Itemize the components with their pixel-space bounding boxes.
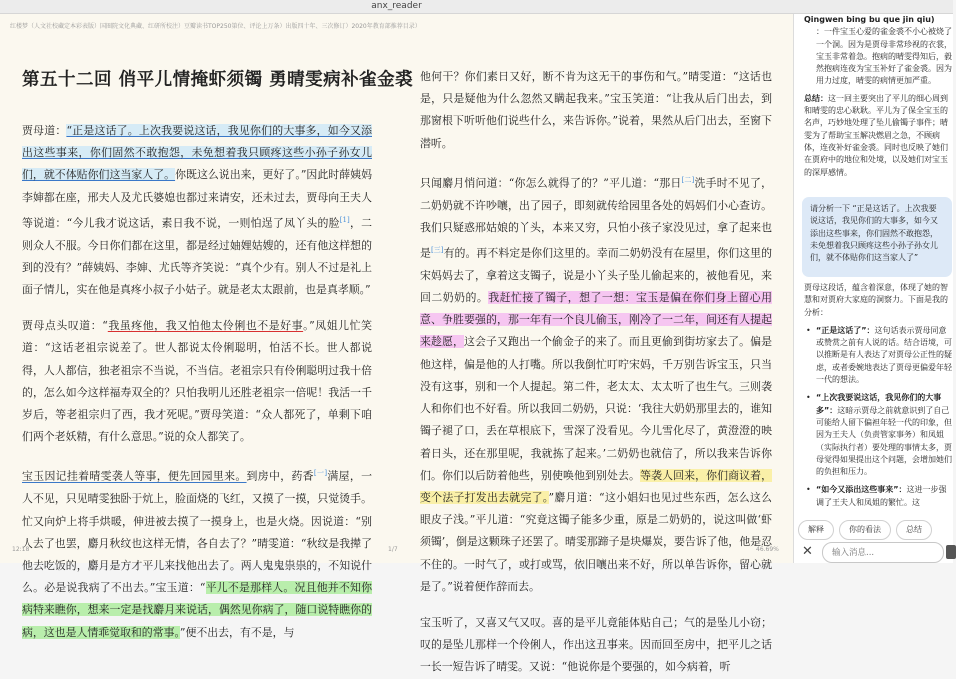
footnote-marker[interactable]: [三] — [430, 246, 444, 255]
title-bar — [0, 0, 953, 14]
user-message[interactable]: 请分析一下 “正是这话了。上次我要说这话，我见你们的大事多，如今又添出这些事来，你们固然不敢抱怨，未免想着我只顾疼这些小孙子孙女儿们，就不体贴你们这当家人了” — [802, 197, 952, 277]
footnote-marker[interactable]: [一] — [313, 469, 328, 478]
list-item — [804, 325, 952, 386]
paragraph[interactable]: 宝玉听了，又喜又气又叹。喜的是平儿竟能体贴自己；气的是坠儿小窃；叹的是坠儿那样一个伶俐人，作出这丑事来。因而回至房中，把平儿之话一长一短告诉了晴雯。又说：“他说你是个要强的，如今病着，听 — [420, 615, 772, 674]
summary-text: 这一回主要突出了平儿的细心周到和晴雯的忠心耿耿。平儿为了保全宝玉的名声，巧妙地处理了坠儿偷镯子事件；晴雯为了帮助宝玉解决燃眉之急，不顾病体，连夜补好雀金裘。同时也反映了她们在贾府中的地位和处境，以及她们对宝玉的深厚感情。 — [804, 93, 948, 177]
footnote-marker[interactable]: [1] — [339, 215, 350, 224]
paragraph[interactable] — [22, 462, 372, 643]
text-span: ”麝月道：“这小娼妇也见过些东西，怎么这么眼皮子浅。”平儿道：“究竟这镯子能多少重，原是二奶奶的，说这叫做‘虾须镯’，倒是这颗珠子还罢了。晴雯那蹄子是块爆炭，要告诉了他，他是忍不住的。一时气了，或打或骂，依旧嚷出来不好，所以单告诉你，留心就是了。”说着便作辞而去。 — [420, 490, 772, 593]
highlight-yellow[interactable]: 等袭人回来，你们商议着，变个法子打发出去就完了。 — [420, 468, 772, 504]
paragraph[interactable] — [420, 169, 772, 598]
book-header: 红楼梦（人文社校藏定本彩表版）国圈院文化典藏、红研所校注）豆瓣读书TOP250第位、评论上万条）出版四十年、三次修订）2020年教育部推荐目录） — [10, 23, 421, 30]
window-title: anx_reader — [371, 1, 422, 11]
underline-red[interactable]: 我虽疼他，我又怕他太伶俐也不是好事 — [107, 319, 304, 333]
ai-message[interactable] — [804, 14, 952, 179]
chapter-title: 第五十二回 俏平儿情掩虾须镯 勇晴雯病补雀金裘 — [22, 70, 414, 90]
text-span: 洗手时不见了，二奶奶就不许吵嚷，出了园子，即刻就传给园里各处的妈妈们小心查访。我们只疑惑邢姑娘的丫头，本来又穷，只怕小孩子家没见过，拿了起来也是 — [420, 176, 772, 260]
text-span: 这会子又跑出一个偷金子的来了。而且更偷到街坊家去了。偏是他这样，偏是他的人打嘴。所以我倒忙叮咛宋妈，千万别告诉宝玉，只当没有这事，别和一个人提起。第二件，老太太、太太听了也生气。三则袭人和你们也不好看。所以我回二奶奶，只说：‘我往大奶奶那里去的，谁知镯子褪了口，丢在草根底下，雪深了没看见。今儿雪化尽了，黄澄澄的映着日头，还在那里呢，我就拣了起来。’二奶奶也就信了，所以我来告诉你们。你们以后防着他些，别使唤他到别处去。 — [420, 335, 772, 482]
summarize-button[interactable]: 总结 — [896, 520, 932, 540]
ai-message[interactable] — [804, 282, 952, 518]
footnote-marker[interactable]: [二] — [681, 175, 695, 184]
text-span: 到房中，药香 — [246, 470, 314, 484]
your-view-button[interactable]: 你的看法 — [839, 520, 891, 540]
highlight-pink[interactable]: 我赶忙接了镯子，想了一想：宝玉是偏在你们身上留心用意、争胜要强的，那一年有一个良儿偷玉，刚冷了一二年，间还有人提起来趁愿， — [420, 291, 772, 349]
underline-blue[interactable]: 宝玉因记挂着晴雯袭人等事，便先回园里来。 — [22, 470, 247, 484]
chat-input-bar — [794, 542, 954, 563]
point-text: 这暗示贾母之前就意识到了自己可能给人留下偏袒年轻一代的印象，但因为王夫人（负责管家事务）和凤姐（实际执行者）要处理的事情太多，贾母觉得如果提出这个问题，会增加她们的负担和压力。 — [816, 405, 952, 477]
text-span: 你既这么说出来，更好了。”因此时薛姨妈李婶都在座，邢夫人及尤氏婆媳也都过来请安，还未过去，贾母向王夫人等说道：“今儿我才说这话，素日我不说，一则怕逞了凤丫头的脸 — [22, 168, 372, 230]
text-span: ”便不出去，有不是，与 — [179, 625, 295, 639]
list-item — [804, 484, 952, 509]
paragraph[interactable]: 他何干？你们素日又好，断不肯为这无干的事伤和气。”晴雯道：“这话也是，只是疑他为什么忽然又瞒起我来。”宝玉笑道：“让我从后门出去，到那窗根下听听他们说些什么，来告诉你。”说着，果然从后门出去，至窗下潜听。 — [420, 70, 772, 150]
text-span: 有的。再不料定是你们这里的。幸而二奶奶没有在屋里，你们这里的宋妈妈去了，拿着这支镯子，说是小丫头子坠儿偷起来的，被他看见，来回二奶奶的。 — [420, 246, 772, 305]
text-span: ，二则众人不服。今日你们都在这里，都是经过妯娌姑嫂的，还有他这样想的到的没有？”薛姨妈、李婶、尤氏等齐笑说：“真个少有。别人不过是礼上面子情儿，实在他是真疼小叔子小姑子。就是老太太跟前，也是真孝顺。” — [22, 216, 372, 297]
ai-message-body: ：一件宝玉心爱的雀金裘不小心被烧了一个洞。因为是贾母非常珍视的衣裳，宝玉非常着急。抱病的晴雯得知后，毅然抱病连夜为宝玉补好了雀金裘。因为用力过度，晴雯的病情更加严重。 — [816, 27, 952, 86]
point-label: “如今又添出这些事来”： — [816, 485, 907, 495]
point-label: “上次我要说这话，我见你们的大事多”： — [816, 393, 942, 415]
ai-message-summary — [804, 93, 952, 179]
paragraph[interactable] — [22, 120, 372, 301]
reader-pane[interactable] — [0, 14, 793, 674]
text-span: 贾母道： — [22, 124, 67, 137]
chat-input[interactable] — [822, 542, 944, 563]
close-icon[interactable]: ✕ — [802, 544, 813, 559]
footer-time: 12:18 — [12, 546, 30, 553]
point-label: “正是这话了”： — [816, 325, 875, 335]
text-span: 贾母点头叹道：“ — [22, 319, 108, 333]
left-page[interactable] — [22, 120, 372, 639]
highlight-green[interactable]: 平儿不是那样人。况且他并不知你病特来瞧你，想来一定是找麝月来说话，偶然见你病了，随口说特瞧你的病，这也是人情乖觉取和的常事。 — [22, 581, 372, 639]
footer-progress: 46.69% — [756, 546, 779, 553]
heading-text: Qingwen bing bu que jin qiu) — [804, 15, 935, 24]
list-item — [804, 392, 952, 478]
ai-message-heading — [804, 14, 952, 26]
ai-chat-panel[interactable] — [793, 14, 953, 563]
text-span: 。”凤姐儿忙笑道：“这话老祖宗说差了。世人都说太伶俐聪明，怕活不长。世人都说得，人人都信，独老祖宗不当说，不当信。老祖宗只有伶俐聪明过我十倍的，怎么如今这样福寿双全的？只怕我明儿还胜老祖宗一倍呢！我活一千岁后，等老祖宗归了西，我才死呢。”贾母笑道：“众人都死了，单剩下咱们两个老妖精，有什么意思。”说的众人都笑了。 — [22, 319, 372, 444]
send-icon[interactable] — [946, 545, 956, 559]
point-text: 这进一步强调了王夫人和凤姐的繁忙。这 — [816, 485, 947, 507]
point-text: 这句话表示贾母同意或赞赏之前有人说的话。结合语境，可以推断是有人表达了对贾母公正性的疑虑，或者委婉地表达了贾母更偏爱年轻一代的想法。 — [816, 325, 952, 385]
text-span: 满屋，一人不见，只见晴雯独卧于炕上，脸面烧的飞红，又摸了一摸，只觉烫手。忙又向炉上将手烘暖，伸进被去摸了一摸身上，也是火烧。因说道：“别人去了也罢，麝月秋纹也这样无情，各自去了？”晴雯道：“秋纹是我撵了他去吃饭的，麝月是方才平儿来找他出去了。两人鬼鬼祟祟的，不知说什么。必是说我病了不出去。”宝玉道：“ — [22, 470, 372, 595]
text-span: 只闻麝月悄问道：“你怎么就得了的？”平儿道：“那日 — [420, 176, 682, 190]
highlight-blue[interactable]: “正是这话了。上次我要说这话，我见你们的大事多，如今又添出这些事来，你们固然不敢抱怨，未免想着我只顾疼这些小孙子孙女儿们，就不体贴你们这当家人了。 — [22, 124, 372, 182]
ai-reply-points — [804, 325, 952, 509]
quick-actions — [798, 517, 937, 539]
ai-reply-intro: 贾母这段话，蕴含着深意，体现了她的智慧和对贾府大家庭的洞察力。下面是我的分析： — [804, 283, 948, 317]
footer-page: 1/7 — [388, 546, 398, 553]
explain-button[interactable]: 解释 — [798, 520, 834, 540]
summary-label: 总结： — [804, 93, 828, 103]
paragraph[interactable] — [22, 315, 372, 448]
